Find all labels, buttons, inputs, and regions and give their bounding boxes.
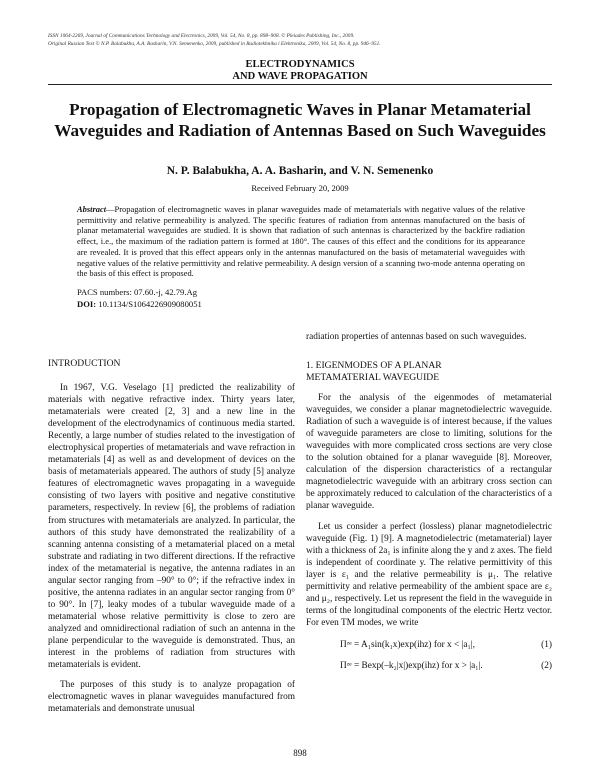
section-1-paragraph-1: For the analysis of the eigenmodes of metamaterial waveguides, we consider a planar magnetodielectric waveguide. Radiation of such a waveguide is of interest because, if the values of waveguide parameters are close to limiting, solutions for the waveguides with more complicated cross sections are very close to the solution obtained for a planar waveguide [8]. Moreover, calculation of the dispersion characteristics of a rectangular magnetodielectric waveguide with an arbitrary cross section can be approximately reduced to calculation of the characteristics of a planar waveguide. <box>306 393 552 512</box>
doi-label: DOI: <box>77 299 97 309</box>
section-heading <box>0 59 600 82</box>
received-date: Received February 20, 2009 <box>251 183 349 193</box>
abstract <box>77 204 525 279</box>
equation-2-body: Πᶻᵉ = Bexp(–k₂|x|)exp(ihz) for x > |a₁|. <box>340 661 483 672</box>
introduction-paragraph-2: The purposes of this study is to analyze propagation of electromagnetic waves in planar waveguides manufactured from metamaterials and demonstrate unusual <box>48 680 295 715</box>
section-heading-line1: ELECTRODYNAMICS <box>245 59 355 70</box>
equation-2 <box>306 656 552 677</box>
equation-1-body: Πᶻᵉ = A₁sin(k₁x)exp(ihz) for x < |a₁|, <box>340 640 475 651</box>
equation-2-number: (2) <box>541 661 552 672</box>
journal-header-line1: ISSN 1064-2269, Journal of Communications Technology and Electronics, 2009, Vol. 54, No. 8, pp. 898–908. © Pleiades Publishing, Inc., 2009. <box>48 33 355 39</box>
section-1-heading-line1: 1. EIGENMODES OF A PLANAR <box>306 360 442 372</box>
doi <box>77 299 202 309</box>
equation-1 <box>306 635 552 656</box>
equation-1-number: (1) <box>541 640 552 651</box>
authors: N. P. Balabukha, A. A. Basharin, and V. N. Semenenko <box>166 165 434 177</box>
journal-header-line2: Original Russian Text © N.P. Balabukha, A.A. Basharin, V.N. Semenenko, 2009, published in Radiotekhnika i Elektronika, 2009, Vol. 54, No. 8, pp. 946–951. <box>48 41 381 47</box>
introduction-heading: INTRODUCTION <box>48 358 121 369</box>
journal-header <box>48 32 568 48</box>
section-heading-line2: AND WAVE PROPAGATION <box>232 70 368 82</box>
right-column <box>306 331 552 677</box>
abstract-text: —Propagation of electromagnetic waves in planar waveguides made of metamaterials with negative values of the relative permittivity and relative permeability is analyzed. The specific features of radiation from antennas manufactured on the basis of planar metamaterial waveguides are studied. It is shown that radiation of such antennas is characterized by the backfire radiation effect, i.e., the maximum of the radiation pattern is formed at 180°. The causes of this effect and the conditions for its appearance are revealed. It is proved that this effect appears only in the antennas manufactured on the basis of metamaterial waveguides with negative values of the relative permittivity and relative permeability. A design version of a scanning two-mode antenna operating on the basis of this effect is proposed. <box>77 204 525 279</box>
introduction-paragraph-1: In 1967, V.G. Veselago [1] predicted the realizability of materials with negative refractive index. Thirty years later, metamaterials were created [2, 3] and a new line in the development of the electrodynamics of continuous media started. Recently, a large number of studies related to the investigation of electrophysical properties of metamaterials and wave refraction in metamaterials [4] as well as and development of devices on the basis of metamaterials appeared. The authors of study [5] analyze features of electromagnetic waves propagating in a waveguide consisting of two layers with positive and negative constitutive parameters, respectively. In review [6], the problems of radiation from structures with metamaterials are analyzed. In particular, the authors of this study have demonstrated the realizability of a scanning antenna consisting of a metamaterial placed on a metal substrate and radiating in two different directions. If the refractive index of the metamaterial is negative, the antenna radiates in an angular sector ranging from –90° to 0°; if the refractive index in positive, the antenna radiates in an angular sector ranging from 0° to 90°. In [7], leaky modes of a tubular waveguide made of a metamaterial whose relative permittivity is close to zero are analyzed and omnidirectional radiation of such an antenna in the plane perpendicular to the waveguide is demonstrated. Thus, an interest in the problems of radiation from structures with metamaterials is evident. <box>48 383 295 671</box>
section-1-heading-line2: METAMATERIAL WAVEGUIDE <box>306 372 440 384</box>
page-number: 898 <box>293 748 307 758</box>
right-column-continuation: radiation properties of antennas based on such waveguides. <box>306 332 527 342</box>
paper-title: Propagation of Electromagnetic Waves in Planar Metamaterial Waveguides and Radiation of Antennas Based on Such Waveguides <box>54 100 546 140</box>
left-column <box>48 358 295 715</box>
header-divider <box>48 84 552 85</box>
section-1-paragraph-2: Let us consider a perfect (lossless) planar magnetodielectric waveguide (Fig. 1) [9]. A magnetodielectric (metamaterial) layer with a thickness of 2a₁ is infinite along the y and z axes. The field is independent of coordinate y. The relative permittivity of this layer is ε₁ and the relative permeability is μ₁. The relative permittivity and relative permeability of the ambient space are ε₂ and μ₂, respectively. Let us represent the field in the waveguide in terms of the longitudinal components of the electric Hertz vector. For even TM modes, we write <box>306 521 552 628</box>
doi-value: 10.1134/S1064226909080051 <box>98 299 202 309</box>
abstract-label: Abstract <box>77 204 107 214</box>
pacs-numbers: PACS numbers: 07.60.-j, 42.79.Ag <box>77 287 198 297</box>
